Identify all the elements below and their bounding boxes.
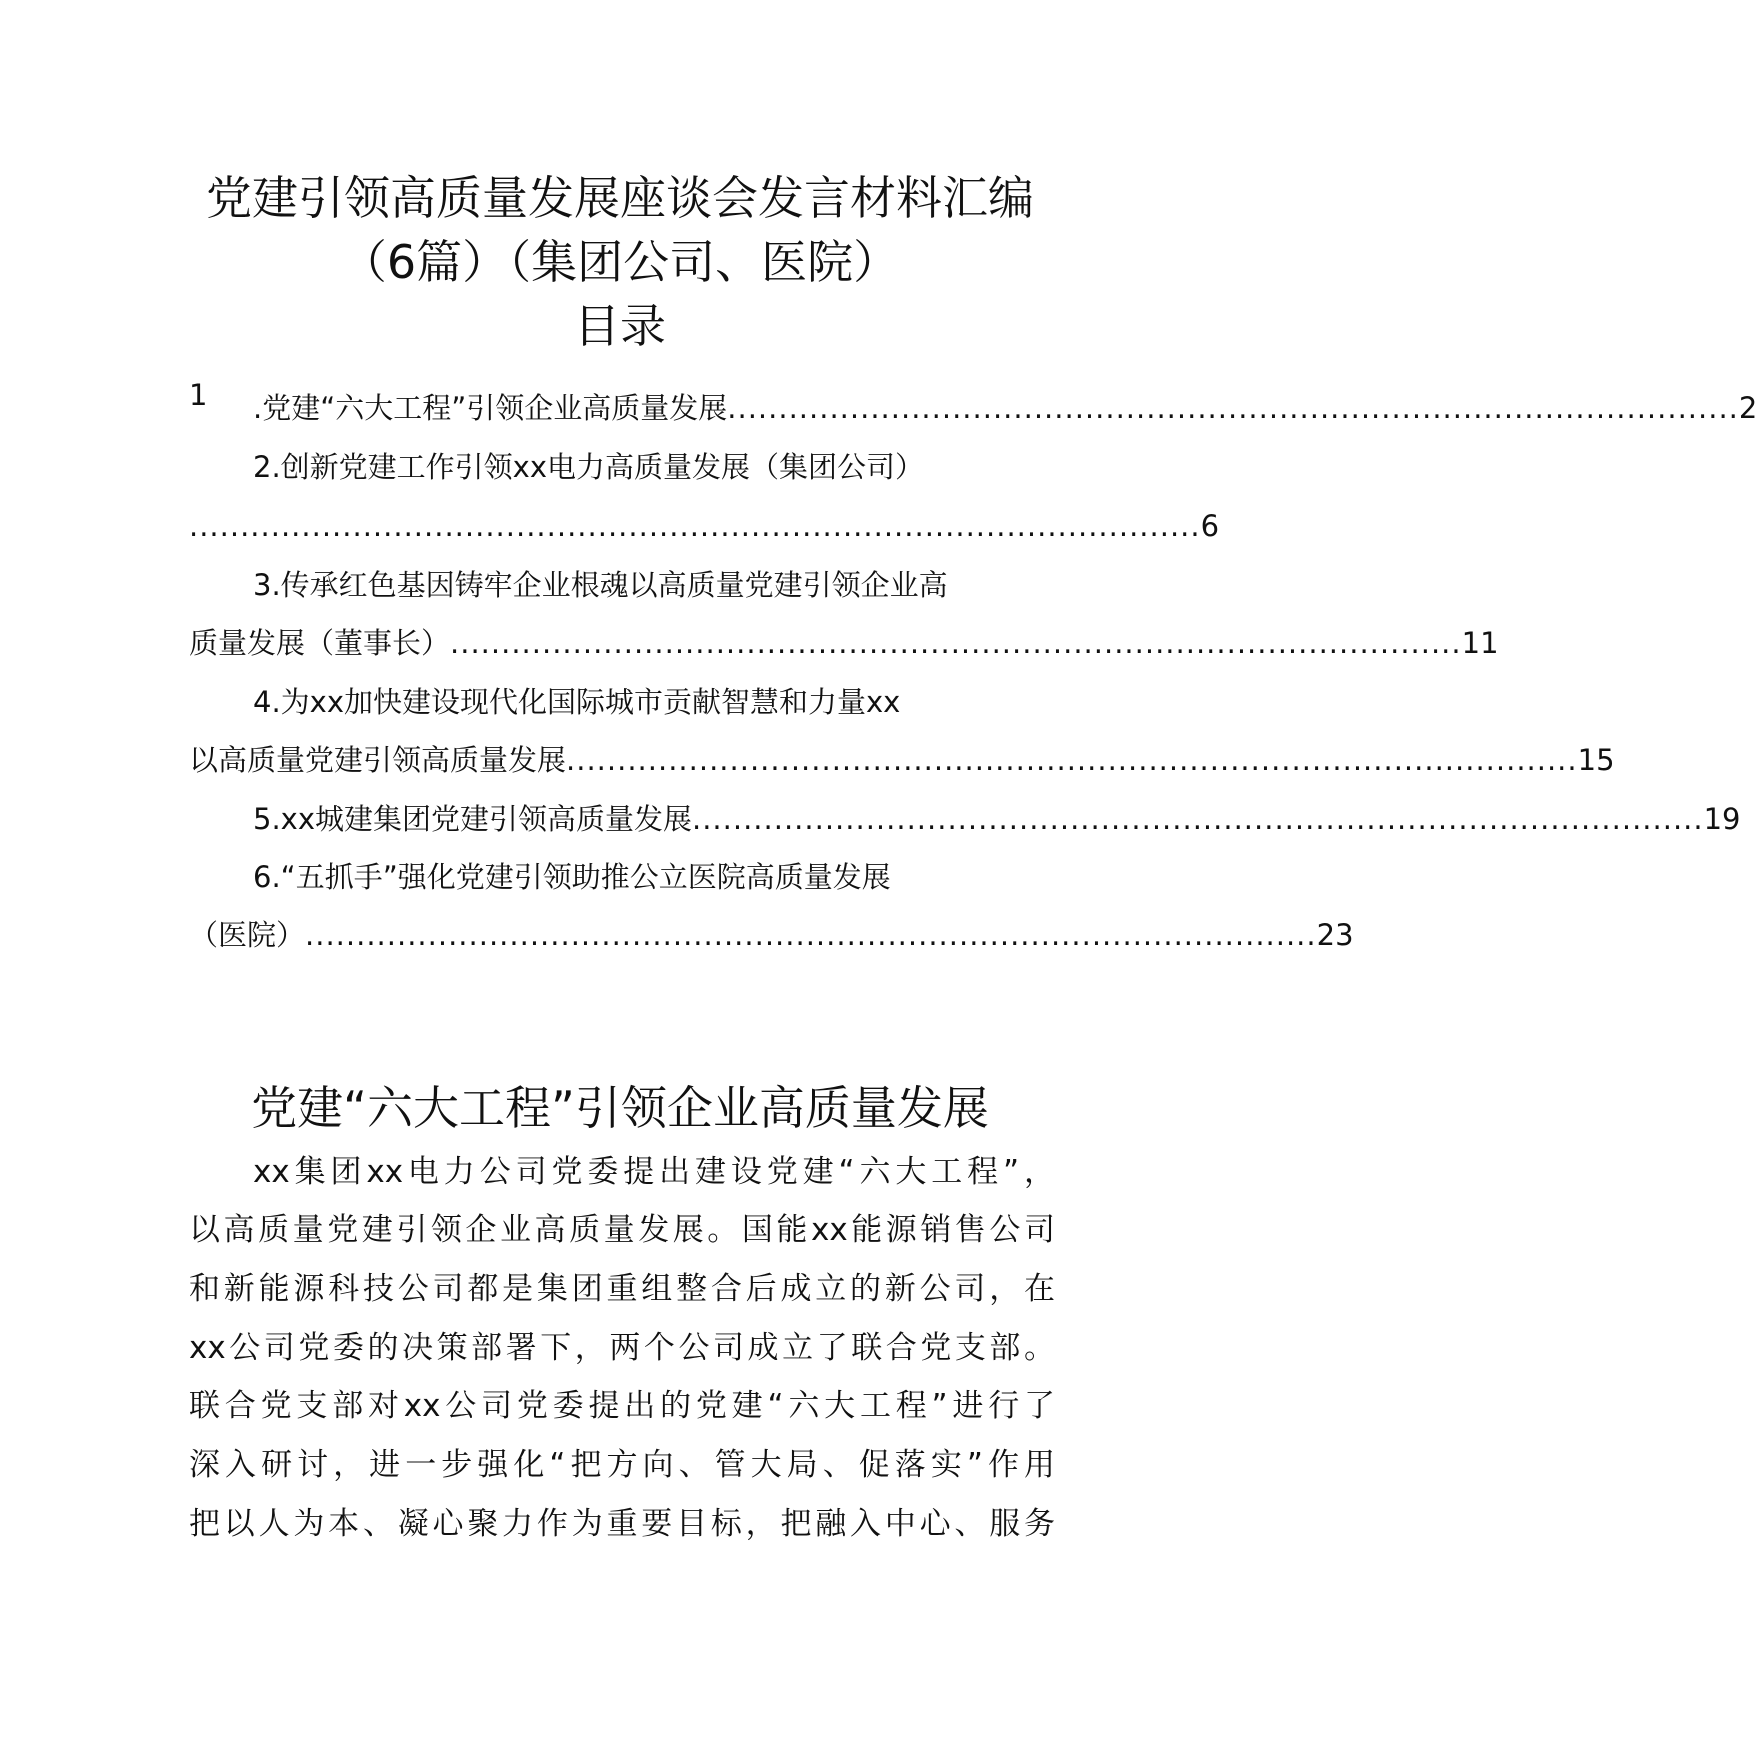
article-paragraph-line: 深入研讨，进一步强化“把方向、管大局、促落实”作用 xyxy=(189,1447,1055,1483)
toc-entry-5[interactable] xyxy=(253,795,1741,843)
toc-number-prefix: 1 xyxy=(189,378,208,412)
article-paragraph-line: 以高质量党建引领企业高质量发展。国能xx能源销售公司 xyxy=(189,1212,1055,1248)
toc-entry-4-title: 4.为xx加快建设现代化国际城市贡献智慧和力量xx xyxy=(253,685,901,719)
article-paragraph-line: 把以人为本、凝心聚力作为重要目标，把融入中心、服务 xyxy=(189,1506,1055,1542)
toc-entry-2-title: 2.创新党建工作引领xx电力高质量发展（集团公司） xyxy=(253,450,924,484)
toc-entry-3-page: 11 xyxy=(1461,626,1499,660)
toc-entry-4-continued[interactable] xyxy=(189,736,1615,784)
toc-entry-1[interactable] xyxy=(253,384,1757,432)
toc-entry-4-page: 15 xyxy=(1577,743,1615,777)
toc-entry-5-leader: ................................................................................................... xyxy=(692,802,1704,836)
toc-entry-1-title: .党建“六大工程”引领企业高质量发展 xyxy=(253,391,728,425)
article-paragraph-line: xx集团xx电力公司党委提出建设党建“六大工程”， xyxy=(253,1154,1055,1190)
toc-entry-3-title-continued: 质量发展（董事长） xyxy=(189,626,451,660)
toc-entry-6-continued[interactable] xyxy=(189,911,1354,959)
toc-entry-6[interactable] xyxy=(253,853,1055,901)
toc-entry-5-title: 5.xx城建集团党建引领高质量发展 xyxy=(253,802,692,836)
toc-entry-4-title-continued: 以高质量党建引领高质量发展 xyxy=(189,743,567,777)
toc-entry-2[interactable] xyxy=(253,443,1055,491)
toc-entry-1-page: 2 xyxy=(1738,391,1757,425)
article-paragraph-line: xx公司党委的决策部署下，两个公司成立了联合党支部。 xyxy=(189,1330,1055,1366)
toc-entry-6-title-continued: （医院） xyxy=(189,918,306,952)
toc-entry-2-page: 6 xyxy=(1200,509,1220,543)
article-paragraph-line: 联合党支部对xx公司党委提出的党建“六大工程”进行了 xyxy=(189,1388,1055,1424)
toc-entry-3-continued[interactable] xyxy=(189,619,1499,667)
toc-heading: 目录 xyxy=(574,299,666,353)
toc-entry-2-continued[interactable] xyxy=(189,502,1220,550)
toc-entry-3-leader: ................................................................................................... xyxy=(450,626,1462,660)
toc-entry-4[interactable] xyxy=(253,678,1055,726)
toc-entry-2-leader: ................................................................................................... xyxy=(189,509,1201,543)
toc-entry-3[interactable] xyxy=(253,561,1055,609)
toc-entry-3-title: 3.传承红色基因铸牢企业根魂以高质量党建引领企业高 xyxy=(253,568,948,602)
toc-entry-4-leader: ................................................................................................... xyxy=(566,743,1578,777)
toc-entry-6-leader: ................................................................................................... xyxy=(305,918,1317,952)
toc-entry-1-leader: ................................................................................................... xyxy=(727,391,1739,425)
document-title-line-1: 党建引领高质量发展座谈会发言材料汇编 xyxy=(206,171,1034,225)
article-title: 党建“六大工程”引领企业高质量发展 xyxy=(251,1081,989,1135)
document-title-line-2: （6篇）（集团公司、医院） xyxy=(340,235,900,289)
toc-entry-6-page: 23 xyxy=(1316,918,1354,952)
toc-entry-5-page: 19 xyxy=(1703,802,1741,836)
article-paragraph-line: 和新能源科技公司都是集团重组整合后成立的新公司，在 xyxy=(189,1271,1055,1307)
toc-entry-6-title: 6.“五抓手”强化党建引领助推公立医院高质量发展 xyxy=(253,860,891,894)
